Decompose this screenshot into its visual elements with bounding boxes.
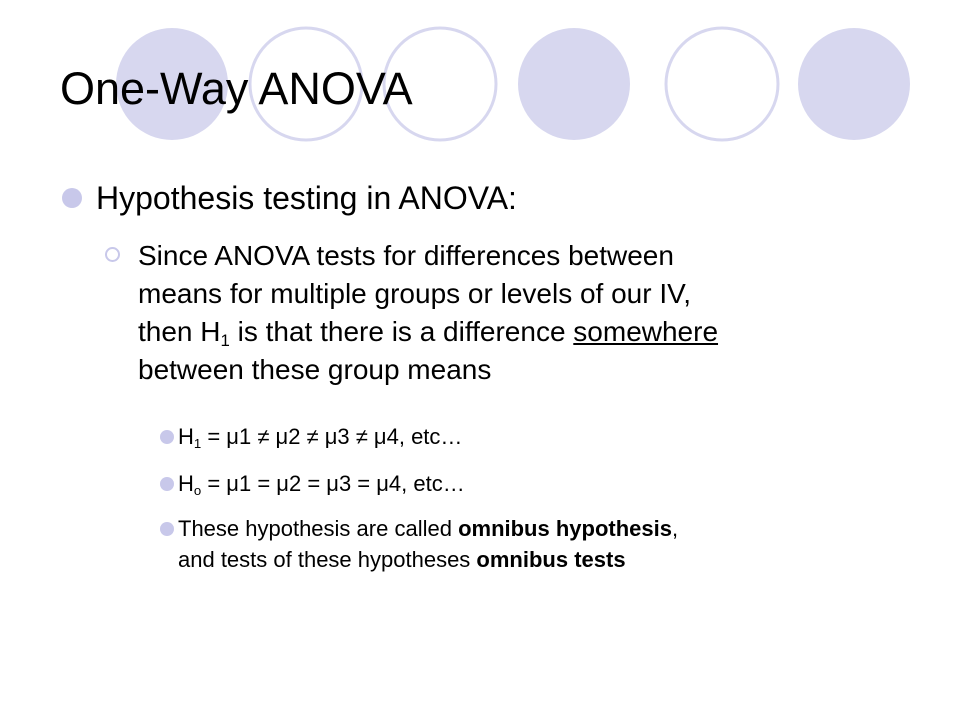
small-circle-bullet-icon <box>160 522 174 536</box>
small-circle-bullet-icon <box>160 430 174 444</box>
emphasis-somewhere: somewhere <box>573 316 719 347</box>
circle-4 <box>518 28 630 140</box>
slide-title: One-Way ANOVA <box>60 63 413 114</box>
bullet-omnibus-text: These hypothesis are called omnibus hypothesis, and tests of these hypotheses omnibus tests <box>178 516 679 572</box>
circle-6 <box>798 28 910 140</box>
circle-5 <box>666 28 778 140</box>
bullet-ho-text: $H_o = \mu 1 = \mu 2 = \mu 3 = \mu 4$, etc… <box>178 471 465 498</box>
bullet-h1-text: $H_1 = \mu 1 \ne \mu 2 \ne \mu 3 \ne \mu 4$, etc… <box>178 424 463 451</box>
bullet-level2-text: Since ANOVA tests for differences between means for multiple groups or levels of our IV, then $H_1$ is that there is a difference somewhere between these group means <box>138 240 719 385</box>
term-omnibus-tests: omnibus tests <box>476 547 626 572</box>
hollow-circle-bullet-icon <box>105 247 120 262</box>
filled-circle-bullet-icon <box>62 188 82 208</box>
bullet-level1-text: Hypothesis testing in ANOVA: <box>96 180 517 216</box>
small-circle-bullet-icon <box>160 477 174 491</box>
term-omnibus-hypothesis: omnibus hypothesis <box>458 516 672 541</box>
